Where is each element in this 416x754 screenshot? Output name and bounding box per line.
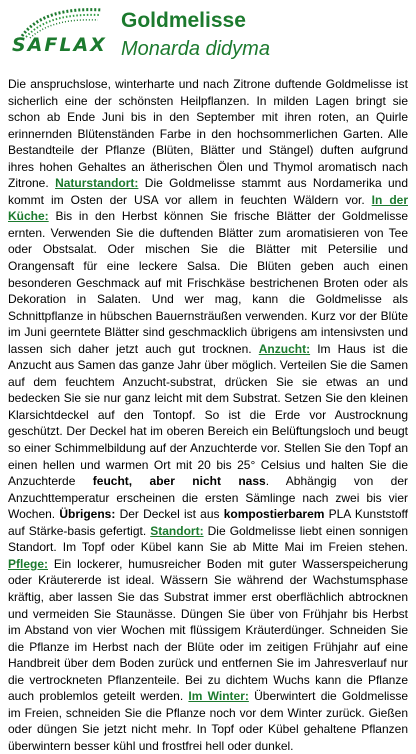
anzucht-text-2: . Abhängig von der Anzuchttemperatur erscheinen die ersten Sämlinge nach zwei bis vier Wochen. (8, 474, 409, 522)
heading-standort: Standort: (150, 523, 204, 538)
winter-text: Überwintert die Goldmelisse im Freien, schneiden Sie die Pflanze noch vor dem Winter zurück. Gießen oder düngen Sie jetzt nicht mehr. In Topf oder Kübel gehaltene Pflanzen überwintern besser kühl und frostfrei hell oder dunkel. (8, 689, 408, 753)
heading-uebrigens: Übrigens: (59, 507, 116, 522)
intro-text: Die anspruchslose, winterharte und nach Zitrone duftende Goldmelisse ist sicherlich eine der schönsten Heilpflanzen. In milden Lagen bringt sie schon ab Ende Juni bis in den September mit ihren roten, an Quirle erinnernden Blütenständen Farbe in den hochsommerlichen Garten. Alle Bestandteile der Pflanze (Blüten, Blätter und Stängel) duften aufgrund ihres hohen Gehaltes an ätherischen Ölen und Thymol aromatisch nach Zitrone. (8, 77, 408, 191)
saflax-logo (8, 6, 108, 64)
header (0, 0, 416, 68)
anzucht-text-1: Im Haus ist die Anzucht aus Samen das ganze Jahr über möglich. Verteilen Sie die Samen auf dem feuchtem Anzucht-substrat, drücken Sie sie etwas an und bedecken Sie sie nur ganz leicht mit dem Substrat. Setzen Sie den kleinen Klarsichtdeckel auf den Tontopf. So ist die Erde vor Austrocknung geschützt. Der Deckel hat im oberen Bereich ein Belüftungsloch und beugt so einer Schimmelbildung auf der Anzuchterde vor. Stellen Sie den Topf an einen hellen und warmen Ort mit 20 bis 25° Celsius und halten Sie die Anzuchterde (8, 341, 408, 489)
uebrigens-text-2: PLA Kunststoff auf Stärke-basis gefertigt. (8, 507, 408, 538)
page-subtitle: Monarda didyma (121, 38, 270, 60)
logo-text: SAFLAX (12, 34, 107, 56)
pflege-text: Ein lockerer, humusreicher Boden mit guter Wasserspeicherung oder Kräutererde ist ideal. Wässern Sie während der Wachstumsphase kräftig, aber lassen Sie das Substrat immer erst oberflächlich abtrocknen und vermeiden Sie Staunässe. Düngen Sie über von Frühjahr bis Herbst im Abstand von vier Wochen mit flüssigem Kräuterdünger. Schneiden Sie die Pflanze im Herbst nach der Blüte oder im zeitigen Frühjahr auf eine Handbreit über dem Boden zurück und entfernen Sie im Jahresverlauf nur die vertrockneten Pflanzenteile. Bei zu dichtem Wuchs kann die Pflanze auch problemlos geteilt werden. (8, 556, 409, 704)
uebrigens-text-1: Der Deckel ist aus (119, 507, 220, 522)
heading-pflege: Pflege: (8, 556, 49, 571)
heading-naturstandort: Naturstandort: (55, 176, 139, 191)
kueche-text: Bis in den Herbst können Sie frische Blätter der Goldmelisse ernten. Verwenden Sie die duftenden Blätter zum aromatisieren von Tee oder Obstsalat. Oder mischen Sie die Blätter mit Petersilie und Orangensaft für eine leckere Salsa. Die Blüten geben auch einen besonderen Geschmack auf mit Frischkäse bestrichenen Broten oder als Dekoration in Salaten. Und wer mag, kann die Goldmelisse als Schnittpflanze in hübschen Bauernsträußen verwenden. Kurz vor der Blüte im Juni geerntete Blätter sind geschmacklich übrigens am intensivsten und lassen sich daher jetzt auch gut trocknen. (8, 209, 408, 356)
naturstandort-text: Die Goldmelisse stammt aus Nordamerika und kommt im Osten der USA vor allem in feuchten Wäldern vor. (8, 176, 409, 207)
heading-winter: Im Winter: (188, 689, 249, 704)
uebrigens-bold: kompostierbarem (223, 507, 325, 522)
body-text (8, 76, 408, 754)
page-title: Goldmelisse (121, 9, 246, 32)
heading-anzucht: Anzucht: (258, 341, 311, 356)
heading-kueche: In der Küche: (8, 192, 408, 224)
anzucht-bold: feucht, aber nicht nass (92, 474, 266, 489)
standort-text: Die Goldmelisse liebt einen sonnigen Standort. Im Topf oder Kübel kann Sie ab Mitte Mai im Freien stehen. (8, 523, 408, 555)
